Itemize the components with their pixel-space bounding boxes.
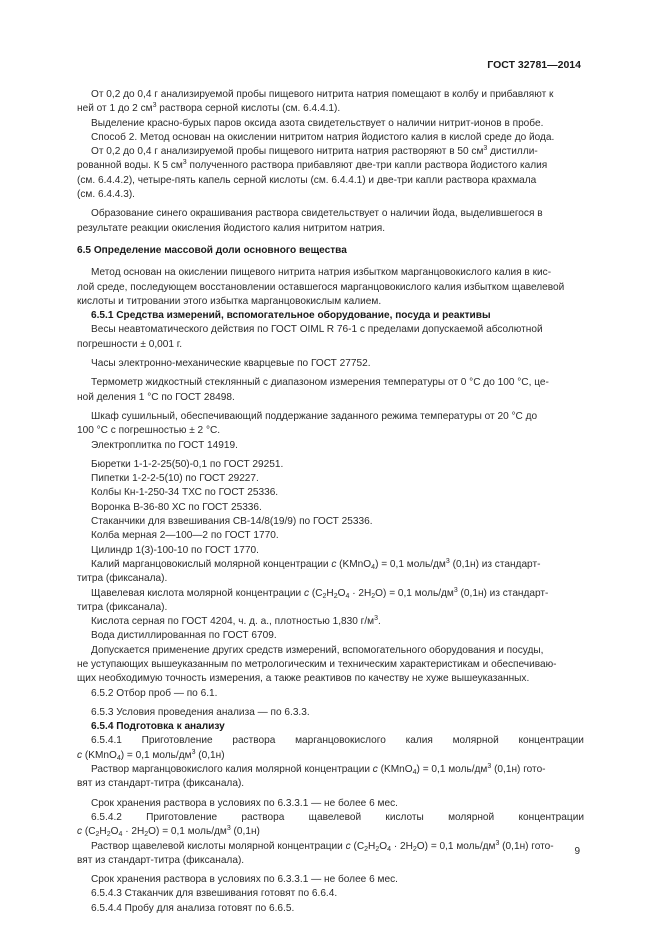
paragraph: Срок хранения раствора в условиях по 6.3.3.1 — не более 6 мес. (91, 874, 398, 886)
paragraph: ней от 1 до 2 $см^3$ раствора серной кислоты (см. 6.4.4.1). (77, 102, 341, 115)
list-item: Колба мерная 2—100—2 по ГОСТ 1770. (91, 530, 279, 542)
paragraph: результате реакции окисления йодистого калия нитритом натрия. (77, 222, 386, 234)
paragraph: вят из стандарт-титра (фиксанала). (77, 778, 245, 790)
page-content (77, 88, 584, 916)
section-heading: 6.5 Определение массовой доли основного вещества (77, 244, 347, 256)
list-item: Пипетки 1-2-2-5(10) по ГОСТ 29227. (91, 473, 259, 485)
paragraph: лой среде, последующем восстановлении оставшегося марганцовокислого калия избытком щавелевой (77, 281, 565, 293)
paragraph: 6.5.3 Условия проведения анализа — по 6.3.3. (91, 706, 310, 718)
list-item: погрешности ± 0,001 г. (77, 338, 183, 350)
list-item: Щавелевая кислота молярной концентрации c $(C_2H_2O_4 \cdot 2H_2O) = 0,1$ моль/$дм^3$ (0,1н) из стандарт- (91, 586, 549, 600)
section-heading: 6.5.1 Средства измерений, вспомогательное оборудование, посуда и реактивы (91, 310, 491, 322)
paragraph: рованной воды. К 5 $см^3$ полученного раствора прибавляют две-три капли раствора йодистого калия (77, 159, 548, 172)
paragraph: Метод основан на окислении пищевого нитрита натрия избытком марганцовокислого калия в кис- (91, 267, 552, 279)
paragraph: Образование синего окрашивания раствора свидетельствует о наличии йода, выделившегося в (91, 208, 543, 220)
paragraph: (см. 6.4.4.2), четыре-пять капель серной кислоты (см. 6.4.4.1) и две-три капли раствора крахмала (77, 174, 537, 186)
list-item: Весы неавтоматического действия по ГОСТ OIML R 76-1 с пределами допускаемой абсолютной (91, 324, 543, 336)
paragraph: 6.5.4.1 Приготовление раствора марганцовокислого калия молярной концентрации (91, 735, 584, 747)
list-item: Кислота серная по ГОСТ 4204, ч. д. а., плотностью 1,830 $г/м^3$. (91, 615, 381, 628)
paragraph: (см. 6.4.4.3). (77, 189, 135, 201)
list-item: Вода дистиллированная по ГОСТ 6709. (91, 630, 277, 642)
paragraph: От 0,2 до 0,4 г анализируемой пробы пищевого нитрита натрия помещают в колбу и прибавляют к (91, 89, 554, 100)
paragraph: Способ 2. Метод основан на окислении нитритом натрия йодистого калия в кислой среде до йода. (91, 131, 555, 143)
paragraph: 6.5.2 Отбор проб — по 6.1. (91, 687, 218, 699)
list-item: Бюретки 1-1-2-25(50)-0,1 по ГОСТ 29251. (91, 458, 284, 470)
paragraph: Раствор марганцовокислого калия молярной концентрации c (KMnO$_4$) = 0,1 моль/$дм^3$ (0,1н) гото- (91, 763, 546, 777)
list-item: титра (фиксанала). (77, 573, 168, 585)
paragraph: От 0,2 до 0,4 г анализируемой пробы пищевого нитрита натрия растворяют в 50 $см^3$ дистилли- (91, 145, 538, 158)
page-number: 9 (574, 846, 580, 857)
paragraph: c $(C_2H_2O_4 \cdot 2H_2O) = 0,1$ моль/$дм^3$ (0,1н) (77, 825, 260, 839)
paragraph: вят из стандарт-титра (фиксанала). (77, 854, 245, 866)
paragraph: Раствор щавелевой кислоты молярной концентрации c $(C_2H_2O_4 \cdot 2H_2O) = 0,1$ моль/$дм^3$ (0,1н) гото- (91, 839, 554, 853)
list-item: Колбы Кн-1-250-34 ТХС по ГОСТ 25336. (91, 487, 279, 499)
paragraph: не уступающих вышеуказанным по метрологическим и техническим характеристикам и обеспечиваю- (77, 658, 557, 670)
list-item: Электроплитка по ГОСТ 14919. (91, 439, 238, 451)
list-item: Стаканчики для взвешивания СВ-14/8(19/9) по ГОСТ 25336. (91, 516, 373, 528)
list-item: титра (фиксанала). (77, 601, 168, 613)
standard-number: ГОСТ 32781—2014 (487, 59, 581, 71)
paragraph: Допускается применение других средств измерений, вспомогательного оборудования и посуды, (91, 644, 544, 656)
list-item: 100 °С с погрешностью ± 2 °С. (77, 425, 221, 437)
paragraph: 6.5.4.3 Стаканчик для взвешивания готовят по 6.6.4. (91, 888, 338, 900)
paragraph: Выделение красно-бурых паров оксида азота свидетельствует о наличии нитрит-ионов в пробе. (91, 117, 544, 129)
list-item: Воронка В-36-80 ХС по ГОСТ 25336. (91, 501, 262, 513)
list-item: ной деления 1 °С по ГОСТ 28498. (77, 391, 235, 403)
list-item: Цилиндр 1(3)-100-10 по ГОСТ 1770. (91, 544, 259, 556)
list-item: Термометр жидкостный стеклянный с диапазоном измерения температуры от 0 °С до 100 °С, це- (91, 377, 549, 389)
list-item: Калий марганцовокислый молярной концентрации c (KMnO$_4$) = 0,1 моль/$дм^3$ (0,1н) из стандарт- (91, 557, 541, 571)
paragraph: щих необходимую точность измерения, а также реактивов по качеству не хуже вышеуказанных. (77, 673, 530, 685)
paragraph: c (KMnO$_4$) = 0,1 моль/$дм^3$ (0,1н) (77, 748, 225, 762)
list-item: Шкаф сушильный, обеспечивающий поддержание заданного режима температуры от 20 °С до (91, 410, 538, 422)
paragraph: 6.5.4.2 Приготовление раствора щавелевой кислоты молярной концентрации (91, 811, 584, 823)
paragraph: кислоты и титровании этого избытка марганцовокислым калием. (77, 295, 382, 307)
list-item: Часы электронно-механические кварцевые по ГОСТ 27752. (91, 358, 371, 370)
paragraph: Срок хранения раствора в условиях по 6.3.3.1 — не более 6 мес. (91, 797, 398, 809)
section-heading: 6.5.4 Подготовка к анализу (91, 721, 225, 733)
paragraph: 6.5.4.4 Пробу для анализа готовят по 6.6.5. (91, 902, 295, 914)
